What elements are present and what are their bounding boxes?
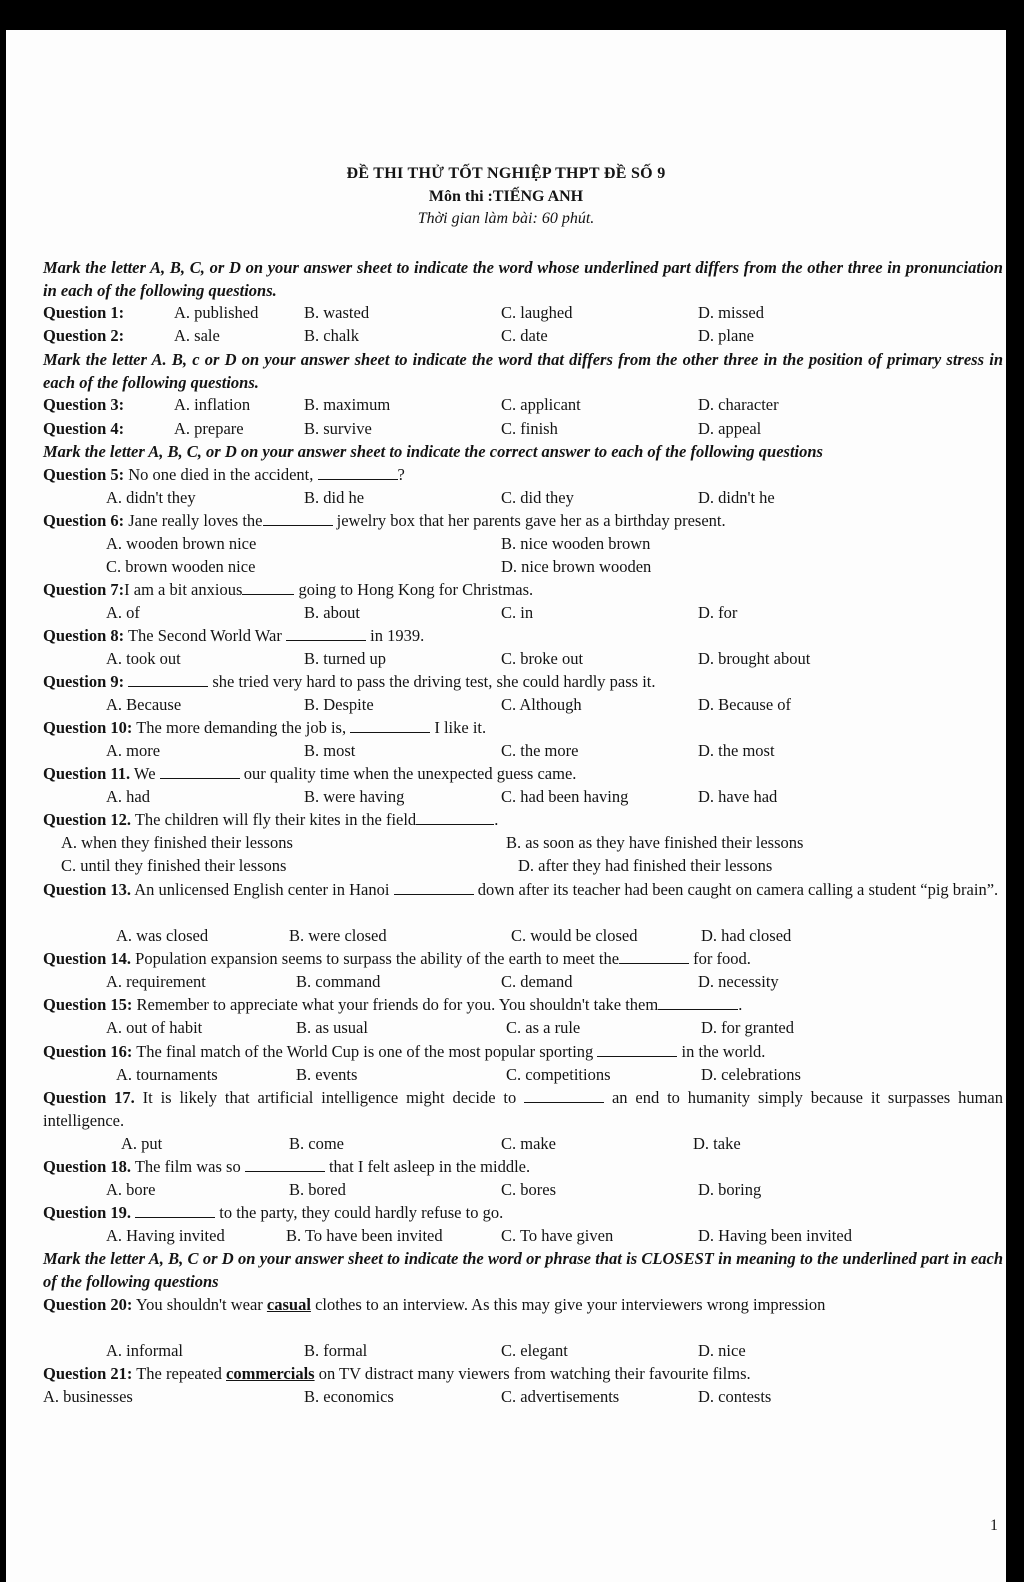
option-b: B. were closed [289,926,387,945]
option-a: A. Having invited [106,1226,225,1245]
instruction-grammar: Mark the letter A, B, C, or D on your answer sheet to indicate the correct answer to each of the following questions [43,442,823,461]
option-b: B. To have been invited [286,1226,443,1245]
option-a: A. was closed [116,926,209,945]
question-label: Question 2: [43,326,125,345]
option-a: A. requirement [106,972,206,991]
option-d: D. contests [698,1387,772,1406]
option-a: A. published [174,303,259,322]
question-16-stem: Question 16: The final match of the World Cup is one of the most popular sporting in the world. [43,1042,766,1061]
option-c: C. make [501,1134,556,1153]
option-c: C. date [501,326,548,345]
option-a: A. tournaments [116,1065,218,1084]
option-b: B. about [304,603,360,622]
option-d: D. have had [698,787,778,806]
option-d: D. Because of [698,695,792,714]
option-c: C. did they [501,488,574,507]
option-a: A. wooden brown nice [106,534,257,553]
option-c: C. demand [501,972,573,991]
question-8-stem: Question 8: The Second World War in 1939. [43,626,425,645]
instruction-pronunciation: Mark the letter A, B, C, or D on your answer sheet to indicate the word whose underlined part differs from the other three in pronunciation in each of the following questions. [43,258,1003,300]
option-a: A. prepare [174,419,244,438]
question-6-stem: Question 6: Jane really loves the jewelry box that her parents gave her as a birthday present. [43,511,726,530]
underlined-word: casual [266,1295,311,1314]
exam-time: Thời gian làm bài: 60 phút. [417,210,595,227]
question-7-stem: Question 7:I am a bit anxious going to Hong Kong for Christmas. [43,580,534,599]
option-a: A. took out [106,649,181,668]
question-14-stem: Question 14. Population expansion seems to surpass the ability of the earth to meet the for food. [43,949,751,968]
option-c: C. Although [501,695,582,714]
option-a: A. informal [106,1341,183,1360]
option-b: B. did he [304,488,365,507]
option-d: D. celebrations [701,1065,801,1084]
question-label: Question 4: [43,419,125,438]
option-d: D. boring [698,1180,762,1199]
question-label: Question 1: [43,303,125,322]
option-d: D. plane [698,326,754,345]
option-b: B. maximum [304,395,391,414]
option-d: D. take [693,1134,741,1153]
question-15-stem: Question 15: Remember to appreciate what your friends do for you. You shouldn't take them . [43,995,743,1014]
option-a: A. Because [106,695,182,714]
option-b: B. survive [304,419,372,438]
option-c: C. until they finished their lessons [61,856,287,875]
question-19-stem: Question 19. to the party, they could hardly refuse to go. [43,1203,504,1222]
option-c: C. would be closed [511,926,638,945]
option-a: A. sale [174,326,220,345]
option-a: A. had [106,787,150,806]
option-b: B. bored [289,1180,346,1199]
option-d: D. didn't he [698,488,775,507]
exam-title: ĐỀ THI THỬ TỐT NGHIỆP THPT ĐỀ SỐ 9 [346,165,666,182]
option-c: C. competitions [506,1065,611,1084]
option-d: D. for [698,603,738,622]
instruction-synonym: Mark the letter A, B, C or D on your answer sheet to indicate the word or phrase that is CLOSEST in meaning to the underlined part in each of the following questions [43,1249,1003,1291]
option-b: B. most [304,741,356,760]
option-c: C. brown wooden nice [106,557,256,576]
option-a: A. didn't they [106,488,196,507]
page-number: 1 [990,1517,998,1534]
option-c: C. bores [501,1180,556,1199]
option-d: D. brought about [698,649,811,668]
exam-subject: Môn thi :TIẾNG ANH [428,188,584,205]
option-d: D. nice brown wooden [501,557,652,576]
question-17-stem: Question 17. It is likely that artificial intelligence might decide to an end to humanity simply because it surpasses human intelligence. [43,1088,1004,1130]
question-9-stem: Question 9: she tried very hard to pass the driving test, she could hardly pass it. [43,672,656,691]
question-5-stem: Question 5: No one died in the accident, ? [43,465,405,484]
option-b: B. as usual [296,1018,368,1037]
option-b: B. as soon as they have finished their lessons [506,833,804,852]
option-d: D. after they had finished their lessons [518,856,773,875]
question-18-stem: Question 18. The film was so that I felt asleep in the middle. [43,1157,531,1176]
option-b: B. were having [304,787,405,806]
option-b: B. nice wooden brown [501,534,651,553]
option-c: C. laughed [501,303,573,322]
option-a: A. businesses [43,1387,133,1406]
option-d: D. for granted [701,1018,795,1037]
option-c: C. broke out [501,649,584,668]
option-d: D. had closed [701,926,792,945]
question-20-stem: Question 20: You shouldn't wear casual clothes to an interview. As this may give your interviewers wrong impression [43,1295,826,1314]
exam-page [6,30,1006,1582]
option-d: D. character [698,395,779,414]
option-b: B. come [289,1134,344,1153]
option-b: B. command [296,972,381,991]
underlined-word: commercials [226,1364,315,1383]
option-b: B. wasted [304,303,370,322]
option-a: A. more [106,741,161,760]
option-b: B. formal [304,1341,368,1360]
option-a: A. when they finished their lessons [61,833,293,852]
option-c: C. advertisements [501,1387,620,1406]
option-d: D. appeal [698,419,762,438]
question-10-stem: Question 10: The more demanding the job is, I like it. [43,718,487,737]
option-a: A. inflation [174,395,251,414]
question-11-stem: Question 11. We our quality time when the unexpected guess came. [43,764,577,783]
option-d: D. nice [698,1341,746,1360]
option-d: D. necessity [698,972,779,991]
option-a: A. out of habit [106,1018,203,1037]
option-c: C. applicant [501,395,581,414]
option-c: C. To have given [501,1226,614,1245]
option-c: C. had been having [501,787,629,806]
option-d: D. Having been invited [698,1226,852,1245]
option-c: C. in [501,603,534,622]
option-b: B. events [296,1065,358,1084]
option-b: B. Despite [304,695,374,714]
question-13-stem: Question 13. An unlicensed English center in Hanoi down after its teacher had been caught on camera calling a student “pig brain”. [43,880,999,899]
option-a: A. of [106,603,140,622]
option-d: D. the most [698,741,775,760]
option-c: C. finish [501,419,558,438]
option-a: A. put [121,1134,163,1153]
question-12-stem: Question 12. The children will fly their kites in the field . [43,810,499,829]
option-c: C. elegant [501,1341,568,1360]
instruction-stress: Mark the letter A. B, c or D on your answer sheet to indicate the word that differs from the other three in the position of primary stress in each of the following questions. [43,350,1003,392]
option-b: B. chalk [304,326,359,345]
question-21-stem: Question 21: The repeated commercials on TV distract many viewers from watching their favourite films. [43,1364,751,1383]
option-d: D. missed [698,303,764,322]
option-c: C. as a rule [506,1018,581,1037]
question-label: Question 3: [43,395,125,414]
option-b: B. turned up [304,649,387,668]
option-a: A. bore [106,1180,156,1199]
option-c: C. the more [501,741,579,760]
option-b: B. economics [304,1387,394,1406]
